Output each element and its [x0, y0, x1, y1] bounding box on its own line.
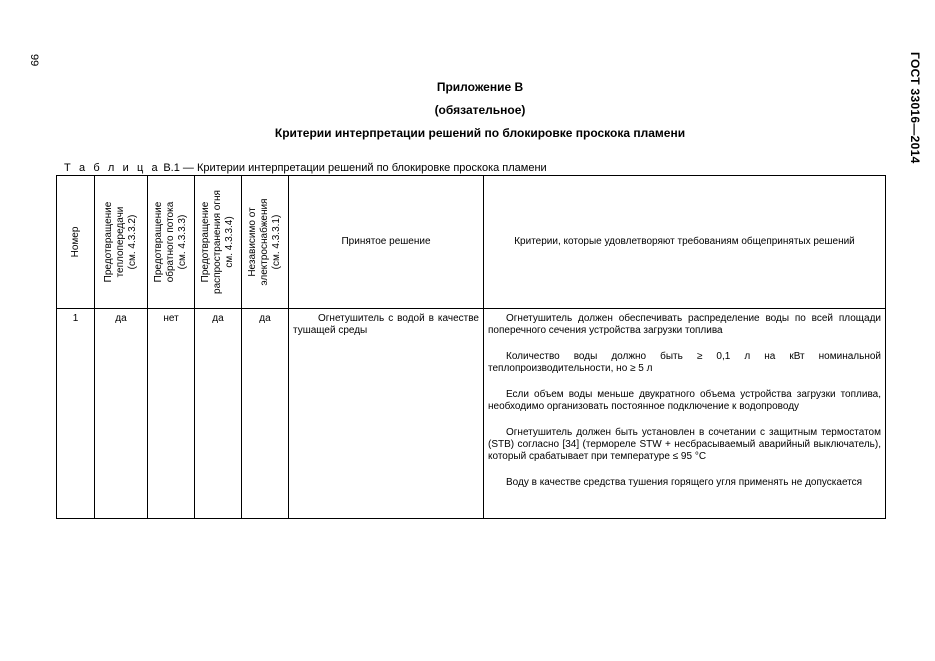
appendix-title: Приложение В — [436, 80, 524, 94]
appendix-subject: Критерии интерпретации решений по блокировке проскока пламени — [274, 126, 686, 140]
header-fire-spread-line: см. 4.3.3.4) — [224, 216, 235, 268]
criteria-paragraph: Воду в качестве средства тушения горящего угля применять не допускается — [506, 477, 863, 488]
criteria-table — [56, 175, 886, 519]
criteria-paragraph: Если объем воды меньше двукратного объема устройства загрузки топлива, необходимо организовать постоянное подключение к водопроводу — [488, 389, 881, 412]
header-criteria-text: Критерии, которые удовлетворяют требованиям общепринятых решений — [514, 236, 855, 247]
criteria-paragraph: Огнетушитель должен быть установлен в сочетании с защитным термостатом (STB) согласно [34] (термореле STW + несбрасываемый аварийный выключатель), который срабатывает при температуре ≤ 95 °С — [488, 427, 881, 462]
header-independent — [242, 176, 289, 309]
header-number — [57, 176, 95, 309]
cell-criteria — [484, 309, 886, 519]
standard-code: ГОСТ 33016—2014 — [908, 52, 922, 164]
header-fire-spread — [195, 176, 242, 309]
header-independent-line: электроснабжения — [259, 198, 270, 286]
header-independent-line: Независимо от — [247, 207, 258, 277]
table-header-row — [57, 176, 886, 309]
table-caption-text: В.1 — Критерии интерпретации решений по блокировке проскока пламени — [160, 162, 547, 174]
header-heat-transfer-line: теплопередачи — [115, 206, 126, 278]
header-heat-transfer-line: (см. 4.3.3.2) — [127, 214, 138, 270]
table-caption — [64, 162, 547, 174]
header-fire-spread-line: Предотвращение — [200, 201, 211, 283]
criteria-paragraph: Количество воды должно быть ≥ 0,1 л на кВт номинальной теплопроизводительности, но ≥ 5 л — [488, 351, 881, 374]
page-number: 99 — [28, 54, 40, 67]
cell-number: 1 — [57, 309, 95, 519]
cell-fire-spread: да — [195, 309, 242, 519]
header-fire-spread-line: распространения огня — [212, 190, 223, 294]
header-decision — [289, 176, 484, 309]
appendix-status: (обязательное) — [434, 103, 526, 117]
header-backflow-line: (см. 4.3.3.3) — [177, 214, 188, 270]
cell-heat-transfer: да — [95, 309, 148, 519]
cell-backflow: нет — [148, 309, 195, 519]
cell-decision: Огнетушитель с водой в качестве тушащей среды — [289, 309, 484, 519]
header-backflow-line: Предотвращение — [153, 201, 164, 283]
cell-independent: да — [242, 309, 289, 519]
header-heat-transfer — [95, 176, 148, 309]
table-row — [57, 309, 886, 519]
header-heat-transfer-line: Предотвращение — [103, 201, 114, 283]
header-independent-line: (см. 4.3.3.1) — [271, 214, 282, 270]
table-caption-label: Т а б л и ц а — [64, 162, 161, 174]
header-backflow — [148, 176, 195, 309]
header-criteria — [484, 176, 886, 309]
criteria-paragraph: Огнетушитель должен обеспечивать распределение воды по всей площади поперечного сечения устройства загрузки топлива — [488, 313, 881, 336]
header-number-text: Номер — [69, 226, 81, 258]
header-backflow-line: обратного потока — [165, 201, 176, 283]
header-decision-text: Принятое решение — [341, 236, 431, 247]
